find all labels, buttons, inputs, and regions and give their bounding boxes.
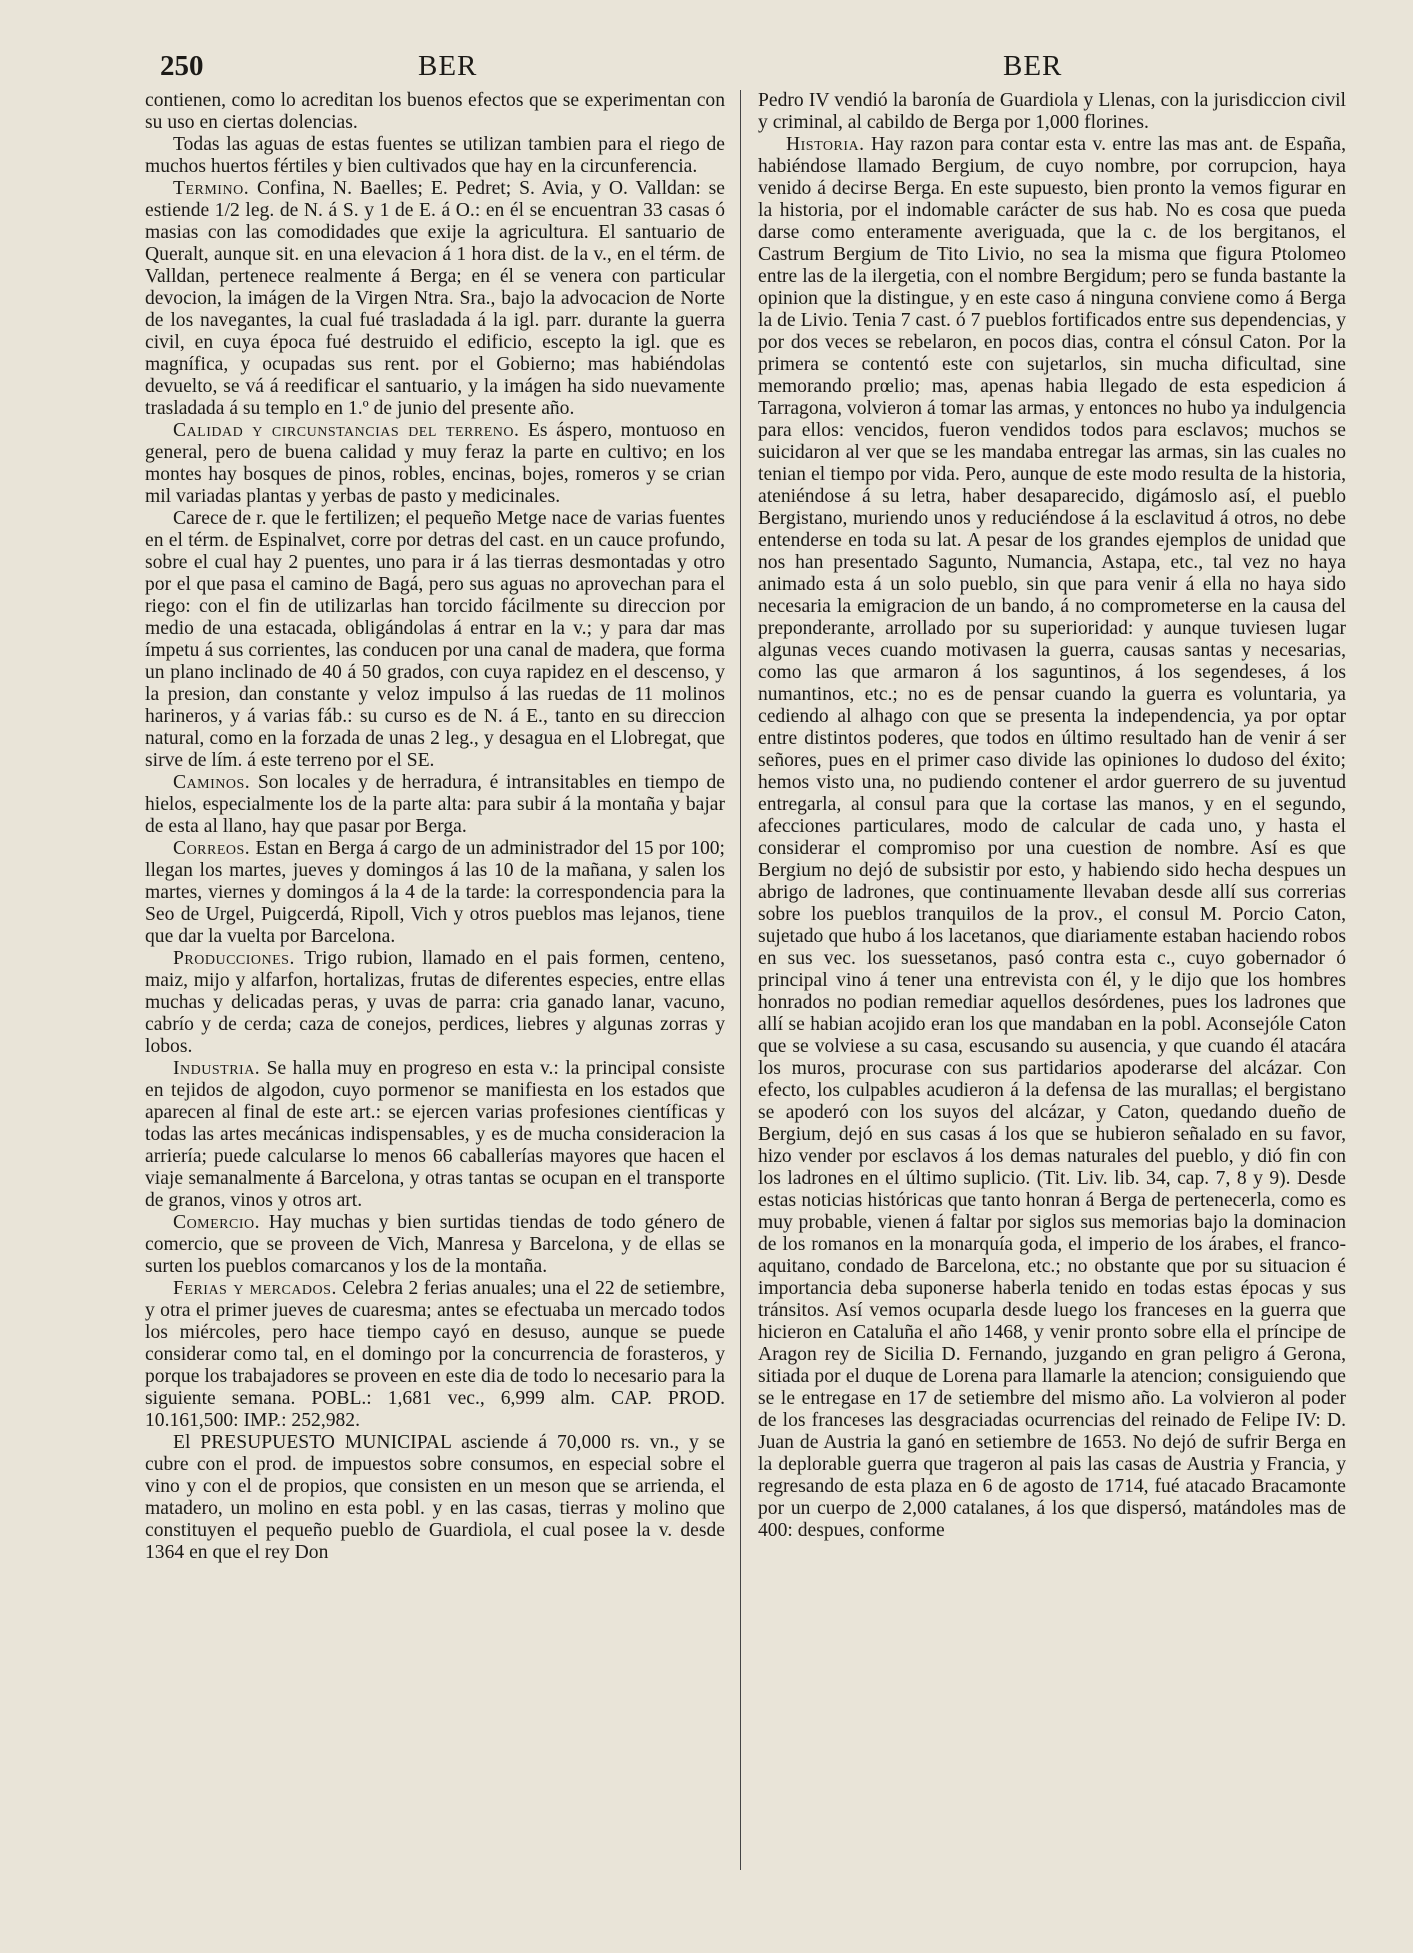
paragraph [145,1278,725,1432]
paragraph-text: contienen, como lo acreditan los buenos efectos que se experimentan con su uso en ciertas dolencias. [145,90,725,133]
section-heading: Termino. [173,178,250,199]
paragraph-text: Todas las aguas de estas fuentes se utilizan tambien para el riego de muchos huertos fértiles y bien cultivados que hay en la circunferencia. [145,134,725,177]
paragraph-text: Hay muchas y bien surtidas tiendas de todo género de comercio, que se proveen de Vich, Manresa y Barcelona, y de ellas se surten los pueblos comarcanos y los de la montaña. [145,1212,725,1277]
paragraph-text: Son locales y de herradura, é intransitables en tiempo de hielos, especialmente los de la parte alta: para subir á la montaña y bajar de esta al llano, hay que pasar por Berga. [145,772,725,837]
paragraph [145,838,725,948]
paragraph-text: Estan en Berga á cargo de un administrador del 15 por 100; llegan los martes, jueves y domingos á las 10 de la mañana, y salen los martes, viernes y domingos á la 4 de la tarde: la correspondencia para la Seo de Urgel, Puigcerdá, Ripoll, Vich y otros pueblos mas lejanos, tiene que dar la vuelta por Barcelona. [145,838,725,947]
section-heading: Industria. [173,1058,261,1079]
page-header [0,50,1413,90]
section-heading: Caminos. [173,772,251,793]
paragraph [145,134,725,178]
running-head-right: BER [1003,50,1063,82]
column-divider [740,90,741,1870]
paragraph-text: Hay razon para contar esta v. entre las mas ant. de España, habiéndose llamado Bergium, de cuyo nombre, por corrupcion, haya venido á decirse Berga. En este supuesto, bien pronto la vemos figurar en la historia, por el indomable carácter de sus hab. No es cosa que pueda darse como enteramente averiguada, que la c. de los bergitanos, el Castrum Bergium de Tito Livio, no sea la misma que figura Ptolomeo entre las de la ilergetia, con el nombre Bergidum; pero se funda bastante la opinion que la distingue, y en este caso á ninguna conviene como á Berga la de Livio. Tenia 7 cast. ó 7 pueblos fortificados entre sus dependencias, y por dos veces se rebelaron, en pocos dias, contra el cónsul Caton. Por la primera se contentó este con sujetarlos, sin mucha dificultad, sine memorando prœlio; mas, apenas habia llegado de esta espedicion á Tarragona, volvieron á tomar las armas, y entonces no hubo ya indulgencia para ellos: vencidos, fueron vendidos todos para esclavos; muchos se suicidaron al ver que se les mandaba entregar las armas, sin las cuales no tenian el tiempo por vida. Pero, aunque de este modo resulta de la historia, ateniéndose á su letra, haber desaparecido, digámoslo así, el pueblo Bergistano, muriendo unos y reduciéndose á la esclavitud á otros, no debe entenderse en toda su lat. A pesar de los grandes ejemplos de unidad que nos han presentado Sagunto, Numancia, Astapa, etc., tal vez no haya animado esta á un solo pueblo, sin que para venir á ella no haya sido necesaria la emigracion de un bando, á no comprometerse en la causa del preponderante, arrollado por su superioridad: y aunque tuviesen lugar algunas veces cuando motivasen la guerra, causas santas y necesarias, como las que armaron á los saguntinos, á los segendeses, á los numantinos, etc.; no es de pensar cuando la guerra es voluntaria, ya cediendo al alhago con que se presenta la independencia, ya por optar entre distintos poderes, que todos en último resultado han de venir á ser señores, pues en el primer caso divide las opiniones lo dudoso del éxito; hemos visto una, no pudiendo contener el ardor guerrero de su juventud entregarla, al consul para que la cortase las manos, y en el segundo, afecciones particulares, modo de calcular de cada uno, y hasta el considerar el compromiso por una cuestion de nombre. Así es que Bergium no dejó de subsistir por esto, y habiendo sido hecha despues un abrigo de ladrones, que continuamente llevaban desde allí sus correrias sobre los pueblos tranquilos de la prov., el consul M. Porcio Caton, sujetado que hubo á los lacetanos, que diariamente estaban haciendo robos en sus vec. los suessetanos, pasó contra esta c., cuyo gobernador ó principal vino á tener una entrevista con él, y le dijo que los hombres honrados no podian remediar aquellos desórdenes, pues los ladrones que allí se habian acojido eran los que mandaban en la pobl. Aconsejóle Caton que se volviese a su casa, escusando su ausencia, y que cuando él atacára los muros, procurase con sus partidarios apoderarse del alcázar. Con efecto, los culpables acudieron á la defensa de las murallas; el bergistano se apoderó con los suyos del alcázar, y Caton, quedando dueño de Bergium, dejó en sus casas á los que se hubieron señalado en su favor, hizo vender por esclavos á los demas naturales del pueblo, y dió fin con los ladrones en el último suplicio. (Tit. Liv. lib. 34, cap. 7, 8 y 9). Desde estas noticias históricas que tanto honran á Berga de pertenecerla, como es muy probable, vienen á faltar por siglos sus memorias bajo la dominacion de los romanos en la monarquía goda, el imperio de los árabes, el franco-aquitano, condado de Barcelona, etc.; no obstante que por su situacion é importancia deba suponerse haberla tenido en todas estas épocas y sus tránsitos. Así vemos ocuparla desde luego los franceses en la guerra que hicieron en Cataluña el año 1468, y venir pronto sobre ella el príncipe de Aragon rey de Sicilia D. Fernando, juzgando en gran peligro á Gerona, sitiada por el duque de Lorena para llamarle la atencion; consiguiendo que se le entregase en 17 de setiembre del mismo año. La volvieron al poder de los franceses las desgraciadas ocurrencias del reinado de Felipe IV: D. Juan de Austria la ganó en setiembre de 1653. No dejó de sufrir Berga en la deplorable guerra que trageron al pais las casas de Austria y Francia, y regresando de esta plaza en 6 de agosto de 1714, fué atacado Bracamonte por un cuerpo de 2,000 catalanes, á los que dispersó, matándoles mas de 400: despues, conforme [758,134,1346,1541]
paragraph [145,1058,725,1212]
section-heading: Calidad y circunstancias del terreno. [173,420,520,441]
paragraph-text: Se halla muy en progreso en esta v.: la principal consiste en tejidos de algodon, cuyo pormenor se manifiesta en los estados que aparecen al final de este art.: se ejercen varias profesiones científicas y todas las artes mecánicas indispensables, y es de mucha consideracion la arriería; puede calcularse lo menos 66 caballerías mayores que hacen el viaje semanalmente á Barcelona, y otras tantas se ocupan en el transporte de granos, vinos y otros art. [145,1058,725,1211]
page-number: 250 [160,50,204,82]
paragraph [145,948,725,1058]
paragraph [145,420,725,508]
paragraph-text: Pedro IV vendió la baronía de Guardiola y Llenas, con la jurisdiccion civil y criminal, al cabildo de Berga por 1,000 florines. [758,90,1346,133]
left-column [145,90,725,1564]
paragraph-text: Confina, N. Baelles; E. Pedret; S. Avia, y O. Valldan: se estiende 1/2 leg. de N. á S. y 1 de E. á O.: en él se encuentran 33 casas ó masias con las comodidades que exije la agricultura. El santuario de Queralt, aunque sit. en una elevacion á 1 hora dist. de la v., en el térm. de Valldan, pertenece realmente á Berga; en él se venera con particular devocion, la imágen de la Virgen Ntra. Sra., bajo la advocacion de Norte de los navegantes, la cual fué trasladada á la igl. parr. durante la guerra civil, en cuya época fué destruido el edificio, escepto la igl. que es magnífica, y ocupadas sus rent. por el Gobierno; mas habiéndolas devuelto, se vá á reedificar el santuario, y la imágen ha sido nuevamente trasladada á su templo en 1.º de junio del presente año. [145,178,725,419]
paragraph-text: Celebra 2 ferias anuales; una el 22 de setiembre, y otra el primer jueves de cuaresma; antes se efectuaba un mercado todos los miércoles, pero hace tiempo cayó en desuso, aunque se puede considerar como tal, en el domingo por la concurrencia de forasteros, y porque los trabajadores se proveen en este dia de todo lo necesario para la siguiente semana. POBL.: 1,681 vec., 6,999 alm. CAP. PROD. 10.161,500: IMP.: 252,982. [145,1278,725,1431]
paragraph-text: Carece de r. que le fertilizen; el pequeño Metge nace de varias fuentes en el térm. de Espinalvet, corre por detras del cast. en un cauce profundo, sobre el cual hay 2 puentes, uno para ir á las tierras desmontadas y otro por el que pasa el camino de Bagá, pero sus aguas no aprovechan para el riego: con el fin de utilizarlas han torcido fácilmente su direccion por medio de una estacada, obligándolas á entrar en la v.; y para dar mas ímpetu á sus corrientes, las conducen por una canal de madera, que forma un plano inclinado de 40 á 50 grados, con cuya rapidez en el descenso, y la presion, dan constante y veloz impulso á las ruedas de 11 molinos harineros, y á varias fáb.: su curso es de N. á E., tanto en su direccion natural, como en la forzada de unas 2 leg., y desagua en el Llobregat, que sirve de lím. á este terreno por el SE. [145,508,725,771]
paragraph [145,1432,725,1564]
running-head-left: BER [418,50,478,82]
paragraph [758,134,1346,1542]
paragraph [758,90,1346,134]
paragraph-text: Es áspero, montuoso en general, pero de buena calidad y muy feraz la parte en cultivo; en los montes hay bosques de pinos, robles, encinas, bojes, romeros y se crian mil variadas plantas y yerbas de pasto y medicinales. [145,420,725,507]
paragraph [145,1212,725,1278]
section-heading: Historia. [786,134,865,155]
paragraph [145,90,725,134]
section-heading: Ferias y mercados. [173,1278,337,1299]
section-heading: Correos. [173,838,251,859]
paragraph-text: El PRESUPUESTO MUNICIPAL asciende á 70,000 rs. vn., y se cubre con el prod. de impuestos sobre consumos, en especial sobre el vino y con el de propios, que consisten en un meson que se arrienda, el matadero, un molino en esta pobl. y en las casas, tierras y molino que constituyen el pequeño pueblo de Guardiola, el cual posee la v. desde 1364 en que el rey Don [145,1432,725,1563]
right-column [758,90,1346,1542]
section-heading: Comercio. [173,1212,261,1233]
paragraph [145,508,725,772]
paragraph [145,178,725,420]
section-heading: Producciones. [173,948,295,969]
paragraph [145,772,725,838]
paragraph-text: Trigo rubion, llamado en el pais formen, centeno, maiz, mijo y alfarfon, hortalizas, frutas de diferentes especies, entre ellas muchas y delicadas peras, y uvas de parra: cria ganado lanar, vacuno, cabrío y de cerda; caza de conejos, perdices, liebres y algunas zorras y lobos. [145,948,725,1057]
